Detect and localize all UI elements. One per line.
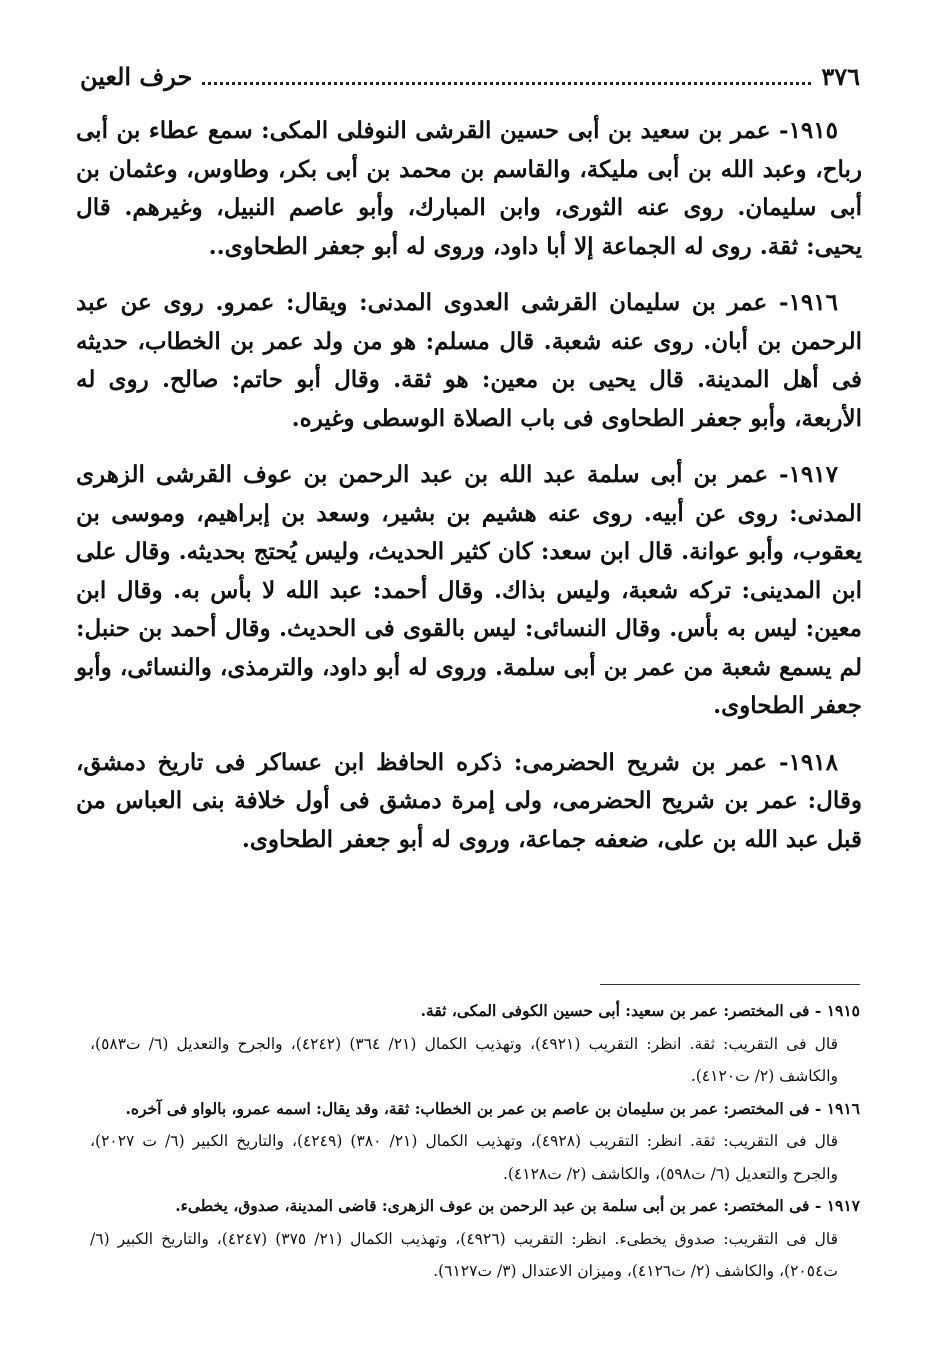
footnote-1915 — [90, 995, 860, 1093]
entry-number: ١٩١٧- — [779, 461, 838, 488]
footnote-head: ١٩١٧ - فى المختصر: عمر بن أبى سلمة بن عبد الرحمن بن عوف الزهرى: قاضى المدينة، صدوق، يخطىء. — [175, 1196, 860, 1215]
footnote-1917 — [90, 1190, 860, 1288]
dotted-leader — [202, 68, 811, 85]
entry-text: عمر بن أبى سلمة عبد الله بن عبد الرحمن بن عوف القرشى الزهرى المدنى: روى عن أبيه. روى عنه هشيم بن بشير، وسعد بن إبراهيم، وموسى بن يعقوب، وأبو عوانة. قال ابن سعد: كان كثير الحديث، وليس يُحتج بحديثه. وقال على ابن المدينى: تركه شعبة، وليس بذاك. وقال أحمد: عبد الله لا بأس به. وقال ابن معين: ليس به بأس. وقال النسائى: ليس بالقوى فى الحديث. وقال أحمد بن حنبل: لم يسمع شعبة من عمر بن أبى سلمة. وروى له أبو داود، والترمذى، والنسائى، وأبو جعفر الطحاوى. — [76, 461, 862, 719]
entry-number: ١٩١٥- — [779, 117, 838, 144]
entry-1915 — [76, 112, 862, 266]
footnote-separator — [600, 984, 860, 985]
footnote-1916 — [90, 1093, 860, 1191]
running-header — [80, 58, 860, 94]
footnote-body: قال فى التقريب: ثقة. انظر: التقريب (٤٩٢٨)، وتهذيب الكمال (٢١/ ٣٨٠) (٤٢٤٩)، والتاريخ الكبير (٦/ ت ٢٠٢٧)، والجرح والتعديل (٦/ ت٥٩٨)، والكاشف (٢/ ت٤١٢٨). — [90, 1132, 839, 1183]
entry-number: ١٩١٦- — [779, 289, 838, 316]
entry-1917 — [76, 456, 862, 726]
entry-number: ١٩١٨- — [779, 748, 838, 776]
entry-1916 — [76, 284, 862, 438]
footnote-head: ١٩١٦ - فى المختصر: عمر بن سليمان بن عاصم بن عمر بن الخطاب: ثقة، وقد يقال: اسمه عمرو، بالواو فى آخره. — [125, 1098, 860, 1118]
footnote-head: ١٩١٥ - فى المختصر: عمر بن سعيد: أبى حسين الكوفى المكى، ثقة. — [420, 1001, 860, 1020]
footnote-body: قال فى التقريب: صدوق يخطىء. انظر: التقريب (٤٩٢٦)، وتهذيب الكمال (٢١/ ٣٧٥) (٤٢٤٧)، والتاريخ الكبير (٦/ ت٢٠٥٤)، والكاشف (٢/ ت٤١٢٦)، وميزان الاعتدال (٣/ ت٦١٢٧). — [90, 1229, 838, 1280]
entry-text: عمر بن شريح الحضرمى: ذكره الحافظ ابن عساكر فى تاريخ دمشق، وقال: عمر بن شريح الحضرمى، ولى إمرة دمشق فى أول خلافة بنى العباس من قبل عبد الله بن على، ضعفه جماعة، وروى له أبو جعفر الطحاوى. — [76, 748, 862, 853]
entry-1918 — [76, 744, 862, 860]
page-number: ٣٧٦ — [821, 61, 860, 91]
footnotes — [90, 995, 860, 1288]
main-text — [76, 112, 862, 877]
entry-text: عمر بن سليمان القرشى العدوى المدنى: ويقال: عمرو. روى عن عبد الرحمن بن أبان. روى عنه شعبة. قال مسلم: هو من ولد عمر بن الخطاب، حديثه فى أهل المدينة. قال يحيى بن معين: هو ثقة. وقال أبو حاتم: صالح. روى له الأربعة، وأبو جعفر الطحاوى فى باب الصلاة الوسطى وغيره. — [76, 289, 862, 432]
entry-text: عمر بن سعيد بن أبى حسين القرشى النوفلى المكى: سمع عطاء بن أبى رباح، وعبد الله بن أبى مليكة، والقاسم بن محمد بن أبى بكر، وطاوس، وعثمان بن أبى سليمان. روى عنه الثورى، وابن المبارك، وأبو عاصم النبيل، وغيرهم. قال يحيى: ثقة. روى له الجماعة إلا أبا داود، وروى له أبو جعفر الطحاوى.. — [76, 117, 862, 260]
chapter-title: حرف العين — [80, 61, 193, 91]
footnote-body: قال فى التقريب: ثقة. انظر: التقريب (٤٩٢١)، وتهذيب الكمال (٢١/ ٣٦٤) (٤٢٤٢)، والجرح والتعديل (٦/ ت٥٨٣)، والكاشف (٢/ ت٤١٢٠). — [90, 1034, 839, 1085]
